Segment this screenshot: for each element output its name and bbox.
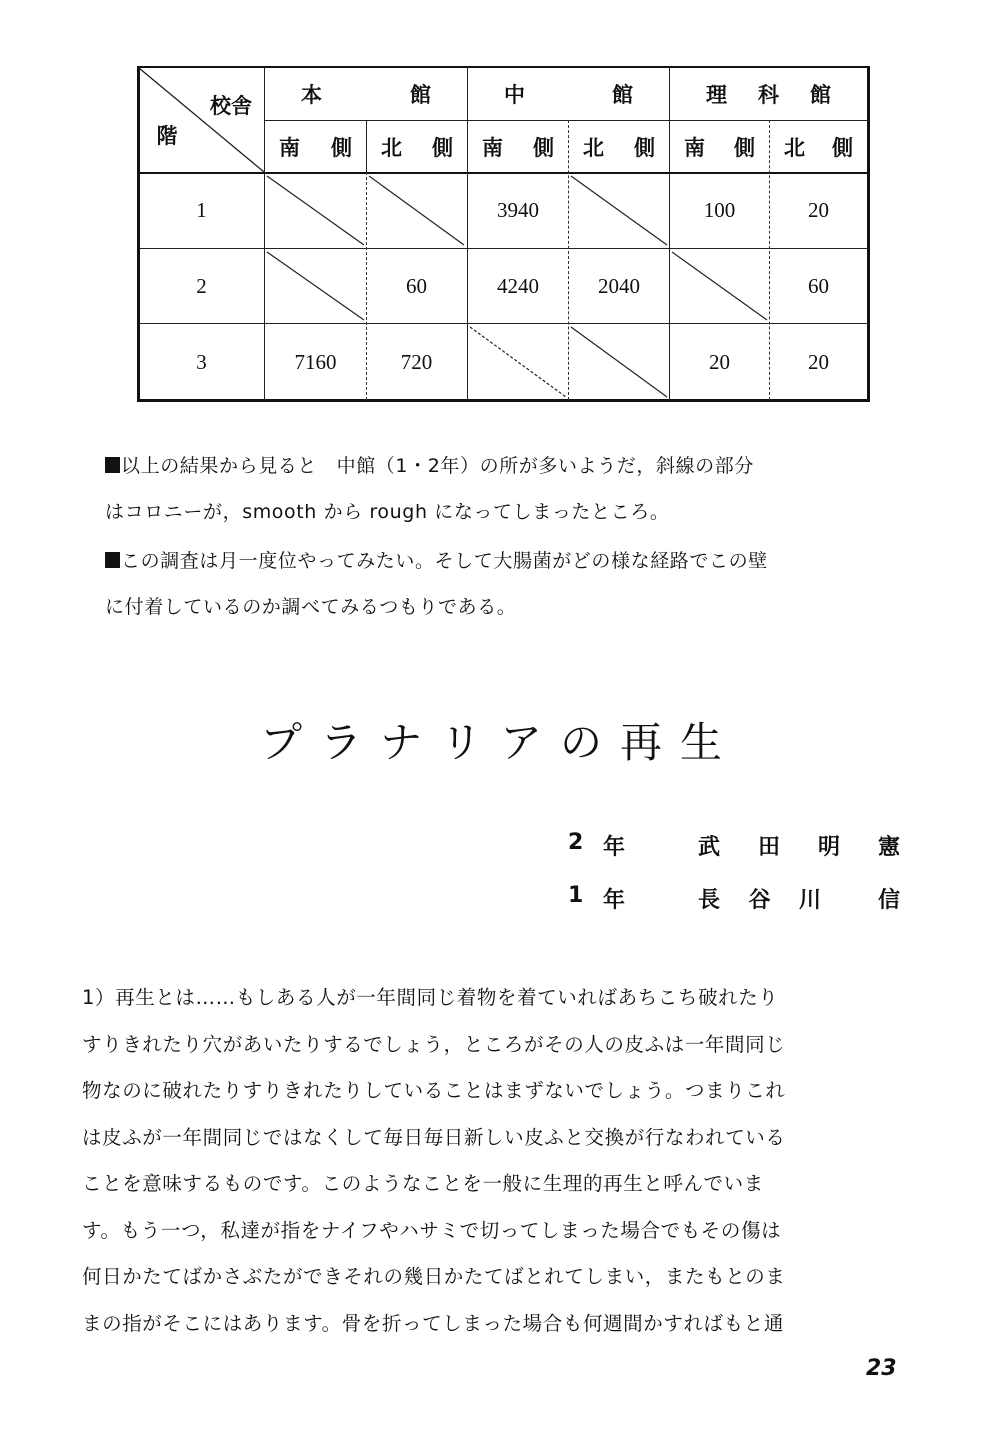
name-char: 憲 — [877, 835, 900, 860]
author-2 — [568, 883, 900, 914]
building-header-rikakan — [670, 68, 867, 120]
building-char: 科 — [758, 83, 779, 107]
name-char: 谷 — [748, 888, 771, 913]
count-cell: 720 — [400, 349, 433, 374]
hatched-cell-diagonal — [670, 249, 769, 323]
side-char: 南 — [279, 135, 300, 160]
side-char: 南 — [684, 135, 705, 160]
building-char: 館 — [410, 83, 431, 107]
floor-label: 1 — [196, 198, 207, 222]
author-grade: 2 — [568, 830, 584, 855]
count-cell: 60 — [406, 273, 427, 298]
building-header-nakakan — [468, 68, 669, 120]
body-line: すりきれたり穴があいたりするでしょう，ところがその人の皮ふは一年間同じ — [82, 1033, 786, 1056]
count-cell: 60 — [808, 273, 829, 298]
count-cell: 4240 — [497, 273, 539, 298]
side-header — [265, 121, 366, 172]
corner-label-floor: 階 — [156, 124, 178, 148]
note-paragraph-2 — [105, 538, 935, 584]
count-cell: 2040 — [598, 273, 640, 298]
count-cell: 20 — [709, 349, 730, 374]
author-year-label: 年 — [603, 835, 626, 860]
note-line: はコロニーが，smooth から rough になってしまったところ。 — [105, 501, 670, 523]
side-header — [770, 121, 867, 172]
author-name — [698, 883, 900, 914]
body-line: す。もう一つ，私達が指をナイフやハサミで切ってしまった場合でもその傷は — [82, 1219, 782, 1242]
body-line: は皮ふが一年間同じではなくして毎日毎日新しい皮ふと交換が行なわれている — [82, 1126, 786, 1149]
side-char: 側 — [533, 135, 554, 160]
side-char: 北 — [784, 135, 805, 160]
note-line: 以上の結果から見ると 中館（1・2年）の所が多いようだ，斜線の部分 — [121, 455, 754, 477]
corner-label-building: 校舎 — [210, 94, 252, 118]
article-title: プラナリアの再生 — [259, 718, 740, 767]
author-grade: 1 — [568, 883, 584, 908]
author-1 — [568, 830, 900, 861]
name-char: 信 — [877, 888, 900, 913]
hatched-cell-diagonal — [265, 249, 366, 323]
side-header — [367, 121, 467, 172]
hatched-cell-diagonal — [265, 173, 366, 248]
page-number: 23 — [866, 1356, 897, 1381]
body-line: 何日かたてばかさぶたができそれの幾日かたてばとれてしまい，またもとのま — [82, 1265, 786, 1288]
note-paragraph-1 — [105, 443, 935, 489]
name-char: 田 — [757, 835, 780, 860]
building-char: 本 — [301, 83, 322, 107]
bullet-square-icon — [105, 457, 120, 473]
name-char: 長 — [698, 888, 721, 913]
author-year-label: 年 — [603, 888, 626, 913]
side-char: 側 — [734, 135, 755, 160]
side-char: 側 — [432, 135, 453, 160]
bullet-square-icon — [105, 552, 120, 568]
side-char: 側 — [832, 135, 853, 160]
hatched-cell-diagonal — [569, 324, 669, 400]
side-char: 側 — [634, 135, 655, 160]
name-char: 武 — [698, 835, 721, 860]
building-char: 中 — [504, 83, 525, 107]
side-char: 南 — [482, 135, 503, 160]
side-header — [670, 121, 769, 172]
name-char: 明 — [817, 835, 840, 860]
side-char: 北 — [583, 135, 604, 160]
count-cell: 3940 — [497, 198, 539, 222]
table-border-right — [867, 66, 870, 401]
name-char: 川 — [799, 888, 822, 913]
building-header-honkan — [265, 68, 467, 120]
building-char: 館 — [810, 83, 831, 107]
count-cell: 7160 — [294, 349, 337, 374]
count-cell: 100 — [703, 198, 736, 222]
floor-label: 2 — [196, 273, 207, 298]
body-line: まの指がそこにはあります。骨を折ってしまった場合も何週間かすればもと通 — [82, 1312, 784, 1335]
note-line: この調査は月一度位やってみたい。そして大腸菌がどの様な経路でこの壁 — [121, 550, 768, 572]
author-name — [698, 830, 900, 861]
results-table — [139, 68, 868, 400]
hatched-cell-diagonal — [367, 173, 466, 248]
body-line: ことを意味するものです。このようなことを一般に生理的再生と呼んでいま — [82, 1172, 764, 1195]
side-header — [468, 121, 568, 172]
body-line: 1）再生とは……もしある人が一年間同じ着物を着ていればあちこち破れたり — [82, 986, 779, 1009]
hatched-cell-diagonal — [569, 173, 669, 248]
building-char: 理 — [706, 83, 727, 107]
count-cell: 20 — [808, 349, 829, 374]
body-line: 物なのに破れたりすりきれたりしていることはまずないでしょう。つまりこれ — [82, 1079, 786, 1102]
side-char: 北 — [381, 135, 402, 160]
note-line: に付着しているのか調べてみるつもりである。 — [105, 596, 517, 618]
hatched-cell-diagonal — [468, 324, 568, 400]
floor-label: 3 — [196, 349, 207, 374]
side-char: 側 — [331, 135, 352, 160]
side-header — [569, 121, 669, 172]
building-char: 館 — [612, 83, 633, 107]
count-cell: 20 — [808, 198, 829, 222]
